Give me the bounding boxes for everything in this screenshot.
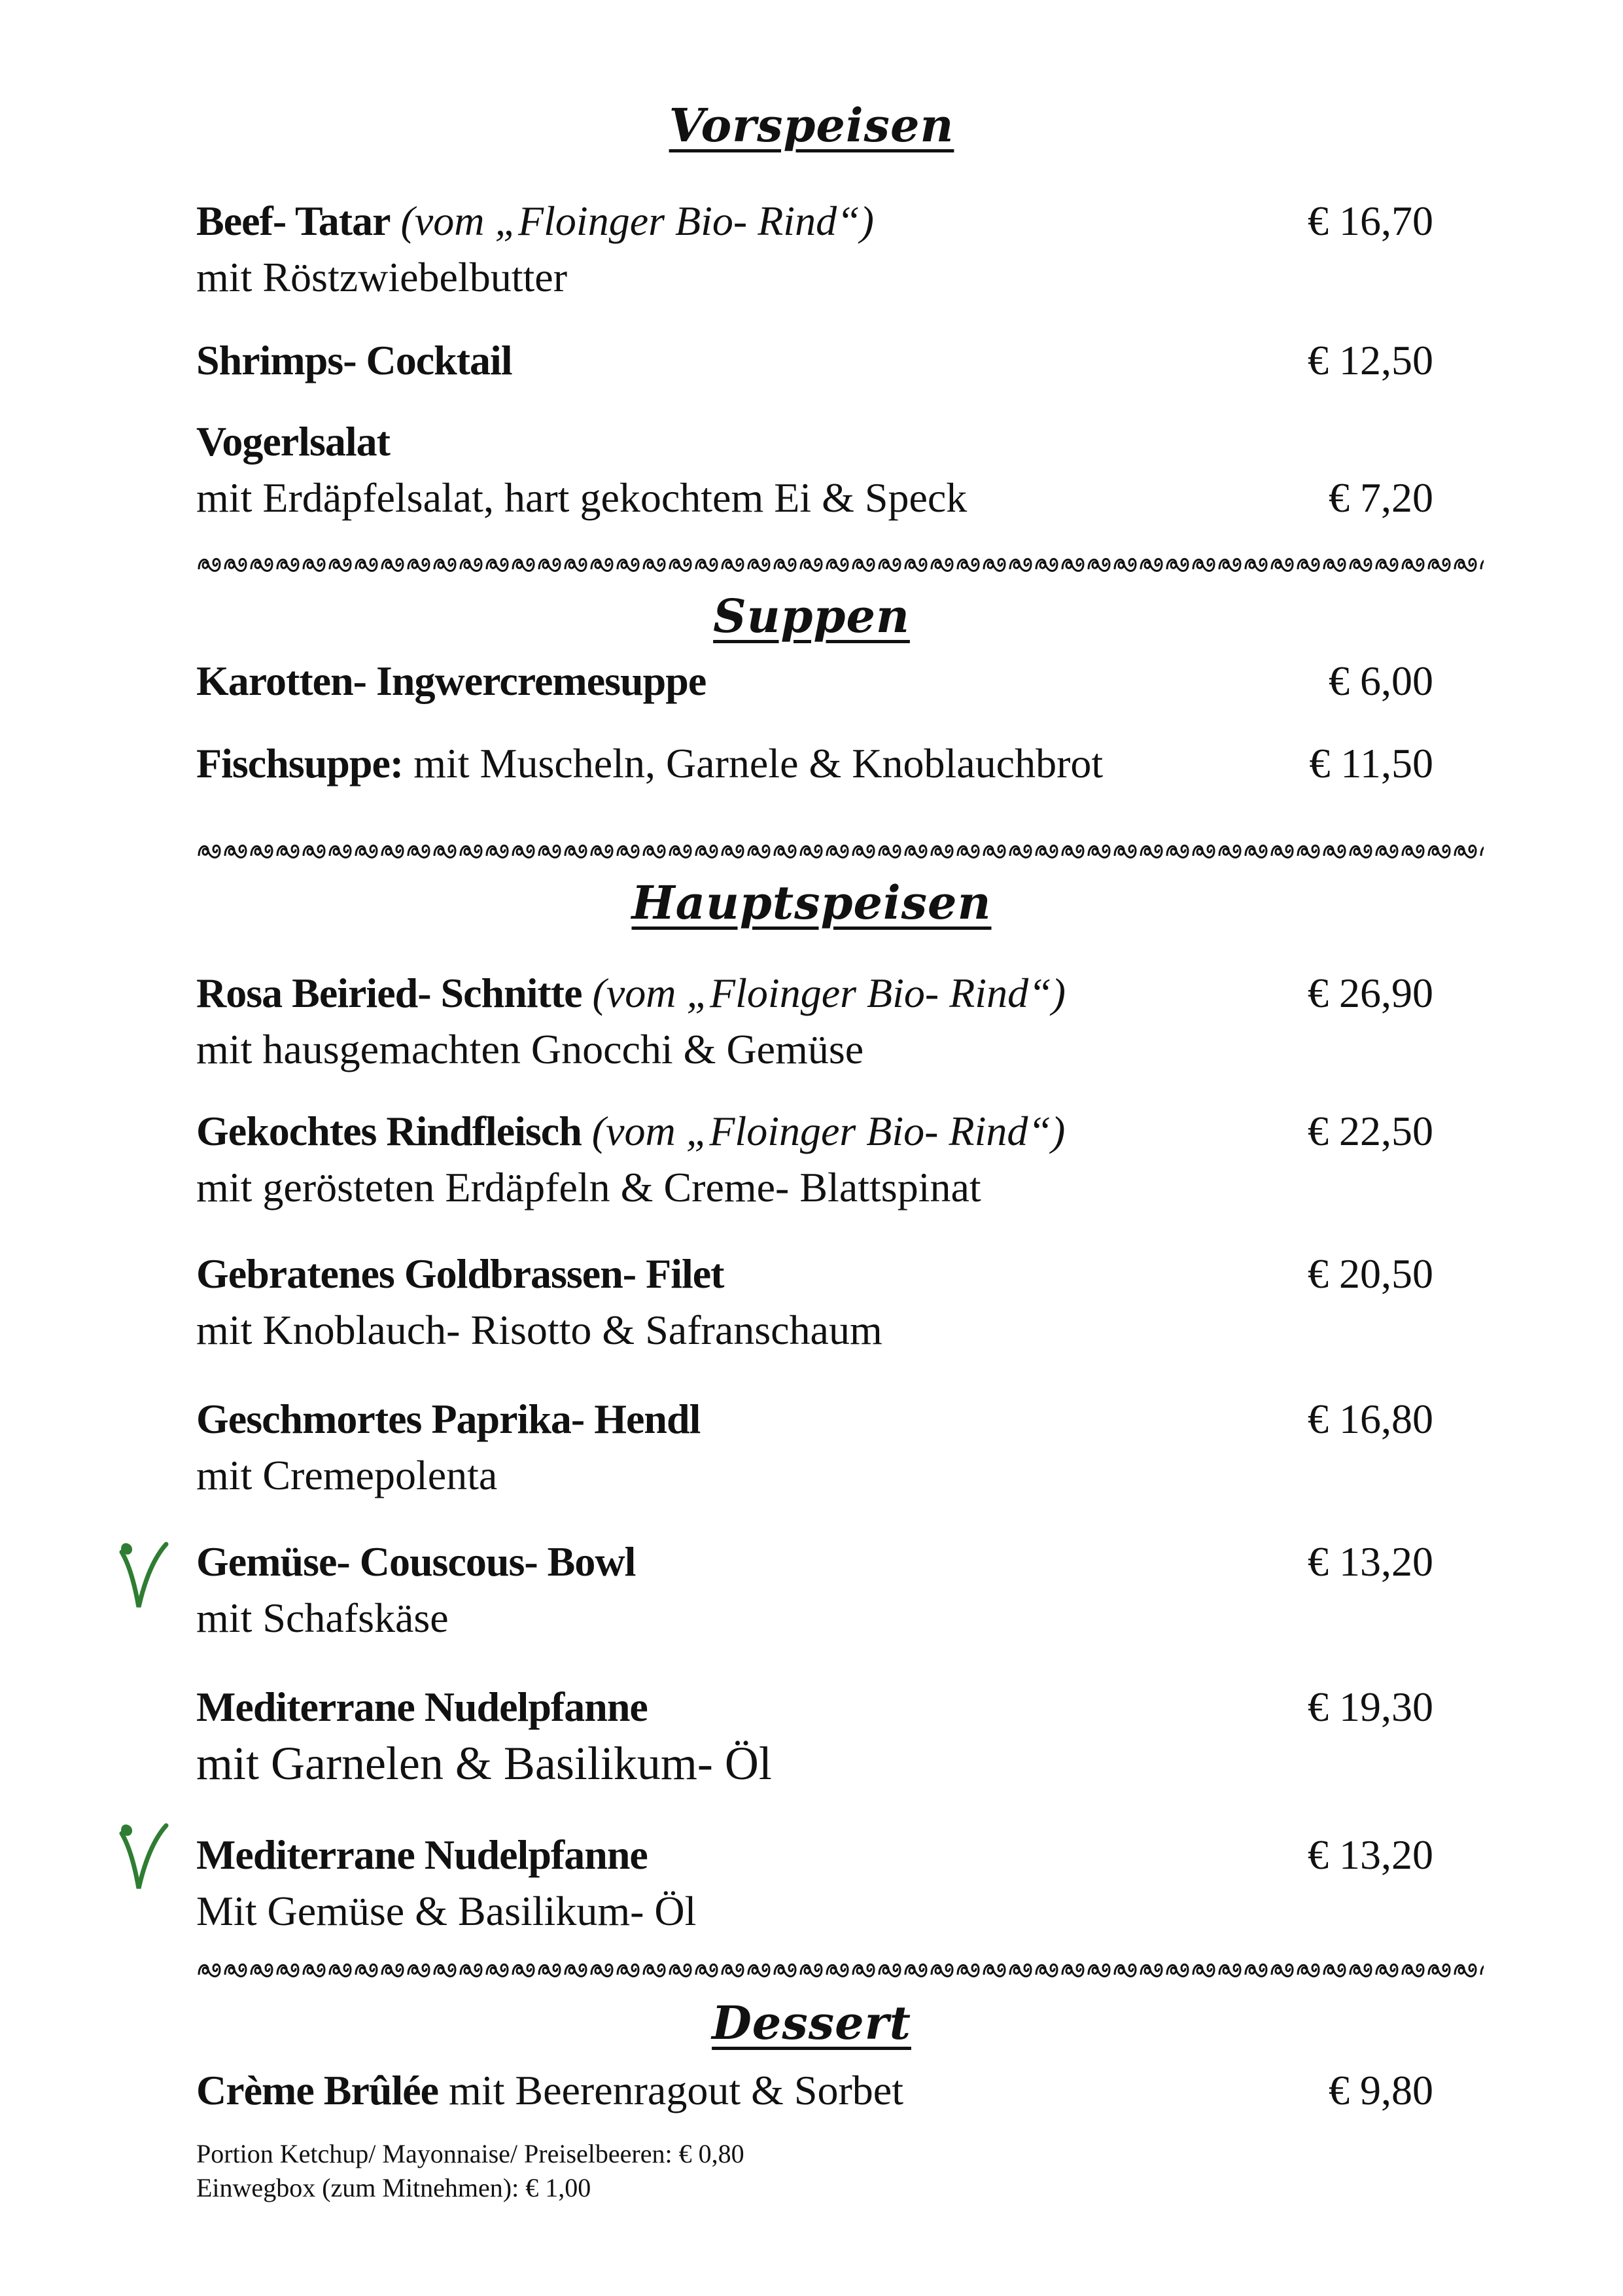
item-description: mit Röstzwiebelbutter bbox=[196, 254, 567, 300]
item-price: € 16,80 bbox=[1308, 1396, 1433, 1442]
item-description: Mit Gemüse & Basilikum- Öl bbox=[196, 1888, 697, 1934]
item-name: Gekochtes Rindfleisch bbox=[196, 1108, 582, 1154]
section-title-vorspeisen: Vorspeisen bbox=[669, 98, 954, 152]
item-price: € 13,20 bbox=[1308, 1538, 1433, 1585]
item-name: Shrimps- Cocktail bbox=[196, 337, 512, 383]
footer-note-extras: Portion Ketchup/ Mayonnaise/ Preiselbeeren: € 0,80 bbox=[196, 2139, 744, 2168]
menu-item-couscous-bowl bbox=[196, 1534, 1308, 1646]
item-note: (vom „Floinger Bio- Rind“) bbox=[400, 198, 874, 244]
item-name: Crème Brûlée bbox=[196, 2067, 439, 2113]
item-note: (vom „Floinger Bio- Rind“) bbox=[591, 1108, 1066, 1154]
item-name: Mediterrane Nudelpfanne bbox=[196, 1684, 648, 1730]
item-price: € 12,50 bbox=[1308, 337, 1433, 383]
item-description: mit Beerenragout & Sorbet bbox=[438, 2067, 903, 2113]
item-name: Gebratenes Goldbrassen- Filet bbox=[196, 1250, 724, 1297]
item-description: mit hausgemachten Gnocchi & Gemüse bbox=[196, 1026, 864, 1072]
menu-item-vogerlsalat bbox=[196, 414, 1308, 526]
item-price: € 6,00 bbox=[1329, 658, 1433, 704]
section-title-dessert: Dessert bbox=[712, 1996, 911, 2050]
item-name: Karotten- Ingwercremesuppe bbox=[196, 658, 707, 704]
item-price: € 9,80 bbox=[1329, 2067, 1433, 2113]
ornamental-divider bbox=[196, 551, 1484, 577]
item-description: mit Erdäpfelsalat, hart gekochtem Ei & Speck bbox=[196, 474, 968, 521]
item-description: mit Knoblauch- Risotto & Safranschaum bbox=[196, 1307, 882, 1353]
menu-item-creme-brulee bbox=[196, 2062, 1308, 2119]
item-description: mit Garnelen & Basilikum- Öl bbox=[196, 1737, 772, 1790]
menu-item-beiried-schnitte bbox=[196, 965, 1308, 1078]
item-price: € 26,90 bbox=[1308, 970, 1433, 1016]
ornamental-divider bbox=[196, 838, 1484, 864]
item-price: € 22,50 bbox=[1308, 1108, 1433, 1154]
item-name: Vogerlsalat bbox=[196, 418, 390, 465]
item-name: Gemüse- Couscous- Bowl bbox=[196, 1538, 636, 1585]
menu-item-shrimps-cocktail bbox=[196, 332, 1308, 389]
vegetarian-leaf-icon bbox=[116, 1820, 169, 1892]
item-name: Mediterrane Nudelpfanne bbox=[196, 1831, 648, 1878]
item-price: € 11,50 bbox=[1309, 740, 1433, 786]
item-note: (vom „Floinger Bio- Rind“) bbox=[592, 970, 1066, 1016]
section-title-suppen: Suppen bbox=[713, 589, 910, 643]
item-description: mit Muscheln, Garnele & Knoblauchbrot bbox=[403, 740, 1104, 786]
item-price: € 19,30 bbox=[1308, 1684, 1433, 1730]
item-name: Beef- Tatar bbox=[196, 198, 391, 244]
item-description: mit Cremepolenta bbox=[196, 1452, 498, 1498]
item-price: € 20,50 bbox=[1308, 1250, 1433, 1297]
item-name: Geschmortes Paprika- Hendl bbox=[196, 1396, 701, 1442]
menu-item-nudelpfanne-gemuese bbox=[196, 1827, 1308, 1939]
menu-item-beef-tatar bbox=[196, 193, 1308, 306]
menu-item-paprika-hendl bbox=[196, 1391, 1308, 1504]
menu-item-fischsuppe bbox=[196, 735, 1308, 792]
vegetarian-leaf-icon bbox=[116, 1539, 169, 1611]
item-price: € 16,70 bbox=[1308, 198, 1433, 244]
menu-item-gekochtes-rindfleisch bbox=[196, 1103, 1308, 1216]
item-name: Rosa Beiried- Schnitte bbox=[196, 970, 582, 1016]
section-title-hauptspeisen: Hauptspeisen bbox=[631, 875, 992, 930]
footer-note-takeaway: Einwegbox (zum Mitnehmen): € 1,00 bbox=[196, 2173, 591, 2202]
item-description: mit gerösteten Erdäpfeln & Creme- Blattspinat bbox=[196, 1164, 981, 1210]
item-price: € 13,20 bbox=[1308, 1831, 1433, 1878]
ornamental-divider bbox=[196, 1956, 1484, 1983]
item-description: mit Schafskäse bbox=[196, 1595, 449, 1641]
item-name: Fischsuppe: bbox=[196, 740, 404, 786]
item-price: € 7,20 bbox=[1329, 474, 1433, 521]
menu-item-karottensuppe bbox=[196, 653, 1308, 709]
menu-item-nudelpfanne-garnelen bbox=[196, 1679, 1308, 1793]
menu-item-goldbrassen-filet bbox=[196, 1246, 1308, 1358]
